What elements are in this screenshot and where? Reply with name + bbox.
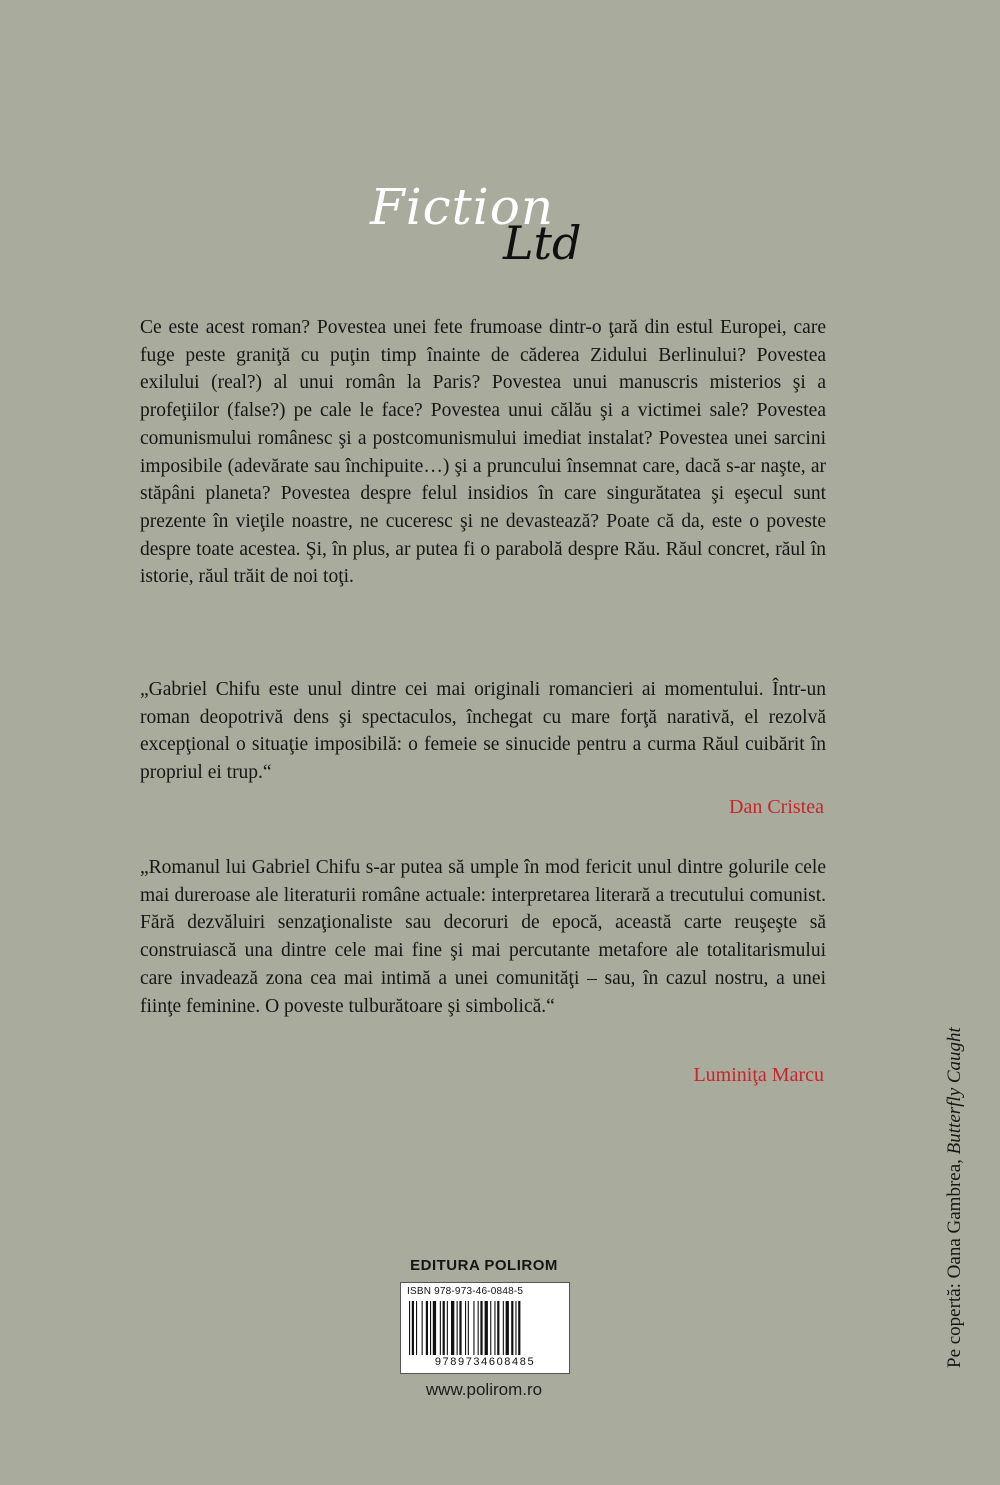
barcode-bar (497, 1301, 499, 1355)
barcode-bar (422, 1301, 423, 1355)
barcode-bar (426, 1301, 428, 1355)
logo-word-ltd: Ltd (503, 216, 582, 270)
barcode-bar (451, 1301, 454, 1355)
quote-2-author: Luminiţa Marcu (693, 1064, 824, 1086)
barcode-bar (478, 1301, 479, 1355)
barcode-bar (480, 1301, 482, 1355)
barcode-bar (440, 1301, 441, 1355)
quote-1-author: Dan Cristea (729, 796, 824, 818)
isbn-number: ISBN 978-973-46-0848-5 (407, 1286, 524, 1297)
barcode-bar (416, 1301, 417, 1355)
barcode-bar (485, 1301, 488, 1355)
barcode-bar (511, 1301, 513, 1355)
barcode-bar (447, 1301, 448, 1355)
barcode-bar (506, 1301, 509, 1355)
barcode-bar (430, 1301, 431, 1355)
cover-credit (944, 1027, 966, 1368)
publisher-name: EDITURA POLIROM (410, 1257, 558, 1274)
quote-1-text: „Gabriel Chifu este unul dintre cei mai originali romancieri ai momentului. Într-un roman deopotrivă dens şi spectaculos, închegat cu mare forţă narativă, el rezolvă excepţional o situaţie imposibilă: o femeie se sinucide pentru a curma Răul cuibărit în propriul ei trup.“ (140, 679, 826, 784)
barcode-bar (515, 1301, 516, 1355)
barcode-bar (503, 1301, 504, 1355)
cover-credit-title: Butterfly Caught (944, 1027, 965, 1155)
barcode-bar (443, 1301, 445, 1355)
barcode-bar (473, 1301, 474, 1355)
barcode-bar (494, 1301, 495, 1355)
barcode (400, 1282, 570, 1374)
barcode-bar (468, 1301, 469, 1355)
barcode-bar (459, 1301, 461, 1355)
logo-word-fiction: Fiction (370, 178, 555, 236)
barcode-bar (465, 1301, 466, 1355)
book-description: Ce este acest roman? Povestea unei fete frumoase dintr-o ţară din estul Europei, care fuge peste graniţă cu puţin timp înainte de căderea Zidului Berlinului? Povestea exilului (real?) al unui român la Paris? Povestea unui manuscris misterios şi a profeţiilor (false?) pe cale le face? Povestea unui călău şi a victimei sale? Povestea comunismului românesc şi a postcomunismului imediat instalat? Povestea unei sarcini imposibile (adevărate sau închipuite…) şi a pruncului însemnat care, dacă s-ar naşte, ar stăpâni planeta? Povestea despre felul insidios în care singurătatea şi eşecul sunt prezente în vieţile noastre, ne cuceresc şi ne devastează? Poate că da, este o poveste despre toate acestea. Şi, în plus, ar putea fi o parabolă despre Rău. Răul concret, răul în istorie, răul trăit de noi toţi. (140, 317, 826, 588)
quote-2-text: „Romanul lui Gabriel Chifu s-ar putea să umple în mod fericit unul dintre golurile cele mai dureroase ale literaturii române actuale: interpretarea literară a trecutului comunist. Fără dezvăluiri senzaţionaliste sau decoruri de epocă, această carte reuşeşte să construiască una dintre cele mai fine şi mai percutante metafore ale totalitarismului care invadează zona cea mai intimă a unei comunităţi – sau, în cazul nostru, a unei fiinţe feminine. O poveste tulburătoare şi simbolică.“ (140, 857, 826, 1017)
barcode-bar (409, 1301, 410, 1355)
barcode-digits: 9789734608485 (434, 1356, 536, 1368)
fiction-ltd-logo (370, 178, 610, 278)
barcode-bar (490, 1301, 491, 1355)
cover-credit-prefix: Pe copertă: Oana Gambrea, (944, 1154, 965, 1368)
barcode-bar (518, 1301, 520, 1355)
barcode-bar (412, 1301, 414, 1355)
barcode-bars (409, 1301, 561, 1355)
barcode-bar (457, 1301, 458, 1355)
barcode-bar (433, 1301, 436, 1355)
publisher-website: www.polirom.ro (425, 1380, 543, 1399)
